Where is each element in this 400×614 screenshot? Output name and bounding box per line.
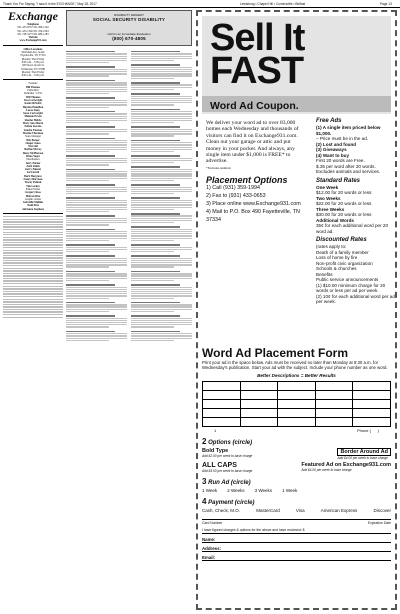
sales-label: Sales Manager — [25, 135, 41, 139]
placement-option: 2) Fax to (931) 433-0653 — [206, 192, 266, 199]
founder-years: 1949-2010 — [27, 89, 39, 93]
rate-item: Death of a family member — [316, 249, 369, 255]
publisher-name: Will Thomas — [25, 95, 41, 99]
distribution-label: Distribution — [26, 158, 40, 162]
rate-item: $30.00 for 20 words or less — [316, 212, 372, 217]
card-number-field[interactable]: Card Number — [202, 521, 223, 525]
rate-item: $12.00 for 20 words or less — [316, 190, 372, 195]
page-number: Page 13 — [380, 2, 392, 6]
phone-line-3: 931-728-3273 931-684-1283 — [17, 32, 49, 36]
banner-line-3: Call for an Immediate Evaluation — [107, 32, 151, 36]
free-item: – Price must be in the ad. — [316, 136, 369, 141]
staff-name: Bob Barger — [26, 138, 40, 142]
classified-ad — [131, 302, 192, 312]
office-line: 109 West Lincoln St. — [21, 64, 45, 68]
staff-name: Liz Ferrell — [26, 171, 40, 175]
classified-ad — [131, 82, 192, 90]
office-line: Fayetteville, TN 37334 — [20, 54, 46, 58]
header-towns: Lewisburg • Chapel Hill • Cornersville • Belfast — [240, 2, 306, 6]
classified-ad — [66, 197, 127, 212]
placement-title: Placement Options — [206, 175, 288, 186]
rate-item: Public service announcements — [316, 277, 379, 282]
email-field[interactable]: Email: — [202, 552, 391, 561]
rate-item: (rates apply to: — [316, 244, 347, 249]
office-line: 8:00 a.m. - 5:00 p.m. — [21, 60, 45, 64]
staff-name: Gregory Ross — [25, 191, 41, 195]
staff-name: Mary Ann Marsh — [22, 122, 44, 126]
word-ad-coupon — [196, 10, 397, 610]
classifieds-col-1 — [66, 50, 127, 344]
free-item: (2) Lost and found — [316, 141, 357, 147]
better-results: Better Descriptions = Better Results — [257, 373, 336, 378]
page-header — [0, 0, 400, 8]
pitch-text: We deliver your word ad to over 83,000 homes each Wednesday and thousands of visitors can find it on Exchange931.com. Clean out your garage or attic and put money in your pocket. And always, any single item under $1,000 is FREE* to advertise. — [206, 120, 299, 165]
week-option[interactable]: 3 Weeks — [254, 488, 273, 493]
staff-name: Nancy Morrison — [23, 178, 43, 182]
staff-name: Robbie McCoy — [24, 148, 42, 152]
rate-item: Two Weeks — [316, 195, 341, 201]
staff-name: Marine Thornton — [22, 131, 44, 135]
form-instructions: Print your ad in the space below. Ads must be received no later than Monday at 9:30 a.m. for Wednesday's publication. Start your ad with the subject. Include your phone number as one word. — [202, 360, 388, 370]
classified-ad — [131, 213, 192, 223]
masthead-column — [3, 10, 63, 319]
telephone-label: Telephone — [27, 23, 39, 26]
staff-name: Brian Yager — [26, 154, 40, 158]
staff-name: Tim Lackey — [26, 184, 40, 188]
phone-label: Phone ( — [356, 428, 371, 433]
rate-item: Additional Words — [316, 217, 354, 223]
classified-ad — [131, 244, 192, 252]
office-line: Monday Thru Friday — [21, 57, 45, 61]
classifieds-area — [66, 10, 192, 610]
classified-ad — [131, 331, 192, 341]
classified-ad — [66, 215, 127, 225]
staff-name: Sandra Thomas — [23, 128, 43, 132]
classified-ad — [66, 66, 127, 76]
phone-line-2: 931-433-1346 931-359-1994 — [17, 29, 49, 33]
payment-heading: 4 Payment (circle) — [202, 497, 255, 506]
classified-ad — [131, 184, 192, 194]
rate-item: Loss of home by fire — [316, 255, 358, 260]
classifieds-col-2 — [131, 50, 192, 344]
classified-ad — [66, 302, 127, 312]
free-item: Excludes animals and services. — [316, 169, 381, 174]
office-line: 604 Main Ave. South — [21, 51, 45, 55]
placement-form — [202, 347, 391, 561]
classified-ad — [131, 271, 192, 281]
staff-name: Steve Cartwright — [23, 112, 43, 116]
phone-paren: ) — [377, 428, 379, 433]
rate-item: (2) 10¢ for each additional word per ad per week. — [316, 293, 395, 304]
headline-fast: FAST — [210, 50, 304, 92]
founder-name: Bill Thomas — [26, 85, 40, 89]
address-field[interactable]: Address: — [202, 543, 391, 552]
rate-item: 35¢ for each additional word per 20 word ad. — [316, 223, 389, 234]
classified-ad — [131, 93, 192, 106]
classified-ad — [66, 51, 127, 64]
classified-ad — [131, 166, 192, 181]
classified-ad — [131, 315, 192, 328]
banner-line-1: DISABILITY DENIED? — [114, 13, 144, 17]
staff-name: Felicia Stevens — [24, 125, 42, 129]
coupon-header — [202, 16, 391, 114]
disability-banner[interactable] — [66, 10, 192, 46]
run-ad-heading: 3 Run Ad (circle) — [202, 477, 251, 486]
classified-ad — [66, 111, 127, 124]
office-line: Monday Thru Friday — [21, 70, 45, 74]
staff-name: Nici Gill — [28, 145, 38, 149]
staff-name: Tracey Pollock — [24, 181, 42, 185]
staff-name: Adrianna Stephens — [21, 207, 45, 211]
staff-name: Ginger Jones — [25, 141, 41, 145]
rate-item: $22.00 for 20 words or less — [316, 201, 372, 206]
placement-option: 4) Mail to P.O. Box 490 Fayetteville, TN 37334 — [206, 208, 300, 223]
offices-title: Office Locations — [23, 47, 43, 51]
pitch-note: *Excludes Animals — [206, 165, 231, 170]
border-option[interactable]: Border Around Ad Add $4.00 per week to base charge — [337, 448, 391, 460]
rate-item: One Week — [316, 184, 339, 190]
weeks-row — [202, 488, 391, 493]
bold-type-option[interactable]: Bold Type Add $2.00 per week to base charge — [202, 448, 253, 458]
office-line: Tullahoma, TN 37388 — [21, 67, 45, 71]
classified-ad — [131, 226, 192, 241]
payment-row — [202, 508, 391, 513]
coupon-pitch — [206, 120, 304, 224]
discounted-rates-title: Discounted Rates — [316, 237, 367, 243]
classified-ad — [66, 169, 127, 182]
free-ads-title: Free Ads — [316, 118, 342, 124]
staff-name: Lucas Foley — [26, 108, 40, 112]
staff-name: Melanie Erwin — [24, 115, 42, 119]
header-left: Thank You For Saying, “I saw it in the EXCHANGE,” May 18, 2017 — [3, 2, 97, 6]
rate-item: Three Weeks — [316, 206, 345, 212]
classified-ad — [131, 109, 192, 124]
free-item: First 20 words are Free. — [316, 158, 365, 163]
staff-name: Barb Hargrove — [24, 174, 42, 178]
rate-item: Non-profit civic organization — [316, 260, 373, 266]
office-line: 8:00 a.m. - 5:00 p.m. — [21, 74, 45, 78]
design-label: Graphic Artists — [24, 197, 42, 201]
classified-ad — [131, 197, 192, 210]
classified-ad — [66, 271, 127, 281]
payment-option[interactable]: Discover — [373, 508, 391, 513]
payment-option[interactable]: Visa — [295, 508, 305, 513]
classified-ad — [131, 64, 192, 79]
form-title: Word Ad Placement Form — [202, 346, 349, 360]
editor-label: Editor/Writer — [25, 187, 41, 191]
payment-option[interactable]: Cash, Check, M.O. — [202, 508, 241, 513]
classified-ad — [66, 255, 127, 268]
phone-line-1: 931-433-9737 931-968-1144 — [17, 26, 49, 30]
classified-ad — [66, 80, 127, 95]
staff-name: Dusty McPherson — [22, 151, 44, 155]
exchange-logo: Exchange — [7, 9, 58, 23]
staff-name: Katie McNabb — [24, 102, 42, 106]
placement-option: 1) Call (931) 359-1994 — [206, 184, 260, 191]
payment-option[interactable]: American Express — [320, 508, 358, 513]
website-label: Website — [28, 36, 38, 40]
publisher-label: Publisher / CEO — [24, 92, 42, 96]
word-grid[interactable] — [202, 381, 391, 427]
website-link[interactable]: www.Exchange931.com — [19, 39, 47, 43]
contact-fields — [202, 525, 391, 561]
free-item: (4) Want to buy — [316, 152, 350, 158]
all-caps-option[interactable]: ALL CAPS Add $4.00 per week to base charge — [202, 462, 253, 473]
classified-ad — [66, 126, 127, 134]
classified-ad — [131, 155, 192, 163]
name-field[interactable]: Name: — [202, 534, 391, 543]
founder-label: Founder — [28, 82, 38, 86]
classified-ad — [66, 284, 127, 299]
classified-ad — [66, 97, 127, 107]
headline-sell-it: Sell It — [210, 17, 305, 59]
options-heading: 2 Options (circle) — [202, 437, 253, 446]
staff-name: Gerry Painter — [24, 168, 42, 172]
staff-name: Lisa Cartwright — [23, 98, 43, 102]
row-number: 1 — [214, 428, 217, 433]
staff-name: Gabrielle Mullins — [22, 201, 44, 205]
coupon-subtitle: Word Ad Coupon. — [210, 100, 299, 112]
rate-item: Schools & churches — [316, 266, 357, 271]
rate-item: Benefits — [316, 271, 333, 277]
rate-item: (1) $10.00 minimum charge for 20 words or less per ad per week. — [316, 282, 386, 293]
banner-phone: (800) 670-4805 — [112, 36, 146, 41]
placement-option[interactable]: 3) Place online www.Exchange931.com — [206, 200, 301, 207]
staff-name: Sharlot Hubbs — [24, 118, 42, 122]
classified-ad — [66, 138, 127, 153]
classified-ad — [131, 140, 192, 153]
expiration-field[interactable]: Expiration Date — [367, 521, 391, 525]
staff-name: Todd Pitts — [27, 204, 39, 208]
fine-print — [3, 216, 63, 318]
classified-ad — [131, 51, 192, 61]
banner-line-2: SOCIAL SECURITY DISABILITY — [92, 17, 166, 22]
classified-ad — [131, 284, 192, 299]
options-row-2 — [202, 462, 391, 473]
free-item: (3) Giveaways — [316, 147, 347, 152]
payment-option[interactable]: MasterCard — [256, 508, 280, 513]
free-item: $.35 per word after 20 words. — [316, 163, 376, 169]
week-option[interactable]: 2 Weeks — [227, 488, 245, 493]
week-option[interactable]: 1 Week — [282, 488, 298, 493]
classified-ad — [66, 331, 127, 341]
rates-panel — [316, 118, 395, 305]
staff-name: Zach Smith — [26, 164, 40, 168]
phone-row — [202, 428, 391, 433]
classified-ad — [66, 315, 127, 328]
staff-name: Melvon Rice — [25, 194, 41, 198]
free-item: (1) A single item priced below $1,000. — [316, 125, 381, 136]
staff-name: Hayden Hamilton — [22, 105, 44, 109]
classified-ad — [66, 184, 127, 194]
featured-option[interactable]: Featured Ad on Exchange931.com Add $4.00 per week to base charge — [301, 462, 391, 472]
options-row-1 — [202, 448, 391, 460]
staff-name: Jerry Parker — [25, 161, 41, 165]
agree-line[interactable]: I have figured charges & options for the above and have enclosed: $ — [202, 525, 391, 534]
classified-ad — [131, 255, 192, 268]
classified-ad — [66, 244, 127, 252]
classified-ad — [66, 229, 127, 242]
week-option[interactable]: 1 Week — [202, 488, 218, 493]
standard-rates-title: Standard Rates — [316, 177, 361, 184]
classified-ad — [66, 155, 127, 165]
classified-ad — [131, 126, 192, 136]
